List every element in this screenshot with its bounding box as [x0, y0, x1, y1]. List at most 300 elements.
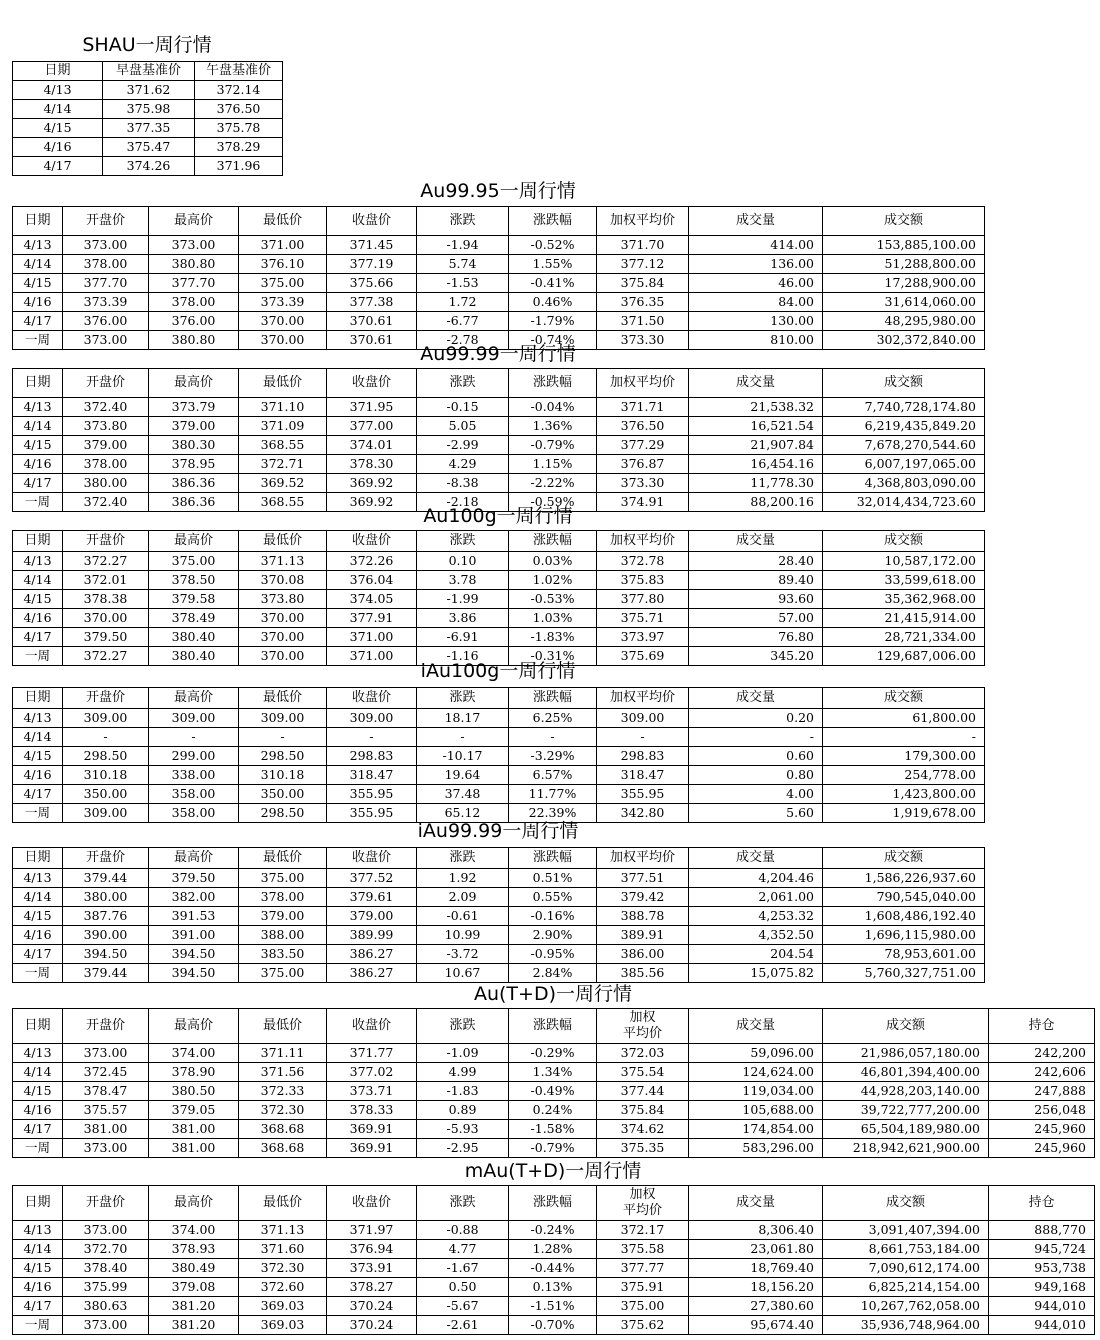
table-cell: 4.29	[417, 455, 509, 474]
table-row	[13, 945, 985, 964]
table-cell: 57.00	[689, 609, 823, 628]
table-cell: 23,061.80	[689, 1240, 823, 1259]
table-cell: 370.61	[327, 331, 417, 350]
table-cell: 11.77%	[509, 785, 597, 804]
table-cell: 379.44	[63, 964, 149, 983]
table-cell: 65,504,189,980.00	[823, 1120, 989, 1139]
table-cell: 119,034.00	[689, 1082, 823, 1101]
table-cell: 338.00	[149, 766, 239, 785]
table-cell: 48,295,980.00	[823, 312, 985, 331]
table-cell: 1.28%	[509, 1240, 597, 1259]
table-cell: 373.97	[597, 628, 689, 647]
column-header: 最高价	[149, 1009, 239, 1044]
table-cell: 810.00	[689, 331, 823, 350]
table-cell: 1.36%	[509, 417, 597, 436]
table-cell: 371.60	[239, 1240, 327, 1259]
table-cell: 3.78	[417, 571, 509, 590]
table-cell: 375.47	[103, 138, 195, 157]
table-cell: 370.00	[239, 628, 327, 647]
table-cell: 376.00	[149, 312, 239, 331]
table-cell: 16,454.16	[689, 455, 823, 474]
table-cell: 65.12	[417, 804, 509, 823]
table-cell: -0.15	[417, 398, 509, 417]
table-cell: 388.00	[239, 926, 327, 945]
table-cell: 382.00	[149, 888, 239, 907]
table-row	[13, 119, 283, 138]
column-header: 成交量	[689, 848, 823, 869]
table-cell: 一周	[13, 804, 63, 823]
au9999-title: Au99.99一周行情	[420, 343, 576, 365]
table-cell: 391.53	[149, 907, 239, 926]
table-cell: 0.20	[689, 709, 823, 728]
table-cell: 342.80	[597, 804, 689, 823]
table-cell: 373.80	[63, 417, 149, 436]
table-cell: -0.44%	[509, 1259, 597, 1278]
table-cell: 379.08	[149, 1278, 239, 1297]
table-cell: 371.71	[597, 398, 689, 417]
table-cell: -3.72	[417, 945, 509, 964]
table-cell: 4/14	[13, 571, 63, 590]
table-cell: 389.91	[597, 926, 689, 945]
table-cell: 370.08	[239, 571, 327, 590]
table-cell: 4/16	[13, 1101, 63, 1120]
table-cell: 378.00	[63, 455, 149, 474]
table-cell: 46,801,394,400.00	[823, 1063, 989, 1082]
table-cell: 2.90%	[509, 926, 597, 945]
table-cell: 380.00	[63, 888, 149, 907]
table-cell: 5.05	[417, 417, 509, 436]
table-cell: 373.80	[239, 590, 327, 609]
table-cell: 378.47	[63, 1082, 149, 1101]
table-cell: 375.91	[597, 1278, 689, 1297]
table-cell: 一周	[13, 647, 63, 666]
column-header: 收盘价	[327, 207, 417, 236]
table-cell: 377.38	[327, 293, 417, 312]
table-cell: 309.00	[63, 804, 149, 823]
table-cell: 370.24	[327, 1316, 417, 1335]
table-cell: -0.61	[417, 907, 509, 926]
iau9999-table	[12, 847, 985, 983]
table-row	[13, 709, 985, 728]
table-cell: 371.70	[597, 236, 689, 255]
table-cell: -2.95	[417, 1139, 509, 1158]
table-cell: 378.30	[327, 455, 417, 474]
table-cell: 381.00	[149, 1120, 239, 1139]
table-cell: 374.05	[327, 590, 417, 609]
table-row	[13, 474, 985, 493]
table-cell: 21,907.84	[689, 436, 823, 455]
table-cell: 377.29	[597, 436, 689, 455]
table-row	[13, 1063, 1095, 1082]
table-cell: 372.40	[63, 398, 149, 417]
table-cell: 370.00	[239, 647, 327, 666]
table-cell: 379.44	[63, 869, 149, 888]
table-row	[13, 766, 985, 785]
table-cell: 888,770	[989, 1221, 1095, 1240]
table-row	[13, 398, 985, 417]
table-cell: 375.00	[239, 964, 327, 983]
table-cell: 375.66	[327, 274, 417, 293]
table-cell: 376.94	[327, 1240, 417, 1259]
table-cell: 5,760,327,751.00	[823, 964, 985, 983]
table-cell: 6,825,214,154.00	[823, 1278, 989, 1297]
table-cell: -1.83	[417, 1082, 509, 1101]
table-cell: 380.63	[63, 1297, 149, 1316]
table-cell: -0.04%	[509, 398, 597, 417]
table-cell: 378.38	[63, 590, 149, 609]
table-cell: 21,986,057,180.00	[823, 1044, 989, 1063]
column-header: 涨跌	[417, 1009, 509, 1044]
table-cell: -2.61	[417, 1316, 509, 1335]
table-cell: -0.49%	[509, 1082, 597, 1101]
table-cell: 379.61	[327, 888, 417, 907]
table-cell: 371.09	[239, 417, 327, 436]
table-cell: 318.47	[327, 766, 417, 785]
table-row	[13, 255, 985, 274]
table-cell: 378.93	[149, 1240, 239, 1259]
header-row	[13, 1186, 1095, 1221]
table-cell: -	[509, 728, 597, 747]
column-header: 最高价	[149, 369, 239, 398]
table-cell: 28.40	[689, 552, 823, 571]
table-cell: 375.00	[149, 552, 239, 571]
table-cell: -	[239, 728, 327, 747]
table-cell: 245,960	[989, 1120, 1095, 1139]
table-cell: -0.70%	[509, 1316, 597, 1335]
table-cell: 379.50	[149, 869, 239, 888]
table-cell: 3,091,407,394.00	[823, 1221, 989, 1240]
table-cell: -0.79%	[509, 436, 597, 455]
table-row	[13, 590, 985, 609]
table-cell: 46.00	[689, 274, 823, 293]
table-cell: 44,928,203,140.00	[823, 1082, 989, 1101]
table-cell: 394.50	[63, 945, 149, 964]
table-cell: 376.50	[195, 100, 283, 119]
column-header: 成交量	[689, 1186, 823, 1221]
table-cell: 378.40	[63, 1259, 149, 1278]
table-cell: 1.72	[417, 293, 509, 312]
table-cell: 4/15	[13, 119, 103, 138]
column-header: 成交量	[689, 207, 823, 236]
table-cell: 378.90	[149, 1063, 239, 1082]
column-header: 日期	[13, 1009, 63, 1044]
table-row	[13, 1297, 1095, 1316]
table-cell: 369.92	[327, 474, 417, 493]
table-cell: 4/14	[13, 1063, 63, 1082]
table-row	[13, 293, 985, 312]
table-cell: 371.95	[327, 398, 417, 417]
table-row	[13, 436, 985, 455]
table-row	[13, 236, 985, 255]
table-cell: 371.97	[327, 1221, 417, 1240]
table-cell: -6.91	[417, 628, 509, 647]
column-header: 日期	[13, 531, 63, 552]
table-cell: 380.30	[149, 436, 239, 455]
column-header: 持仓	[989, 1009, 1095, 1044]
table-cell: -0.29%	[509, 1044, 597, 1063]
table-cell: 299.00	[149, 747, 239, 766]
table-cell: 373.00	[63, 1221, 149, 1240]
table-cell: 949,168	[989, 1278, 1095, 1297]
table-cell: 378.00	[63, 255, 149, 274]
shau-title: SHAU一周行情	[82, 34, 212, 56]
table-cell: 130.00	[689, 312, 823, 331]
table-cell: 379.00	[63, 436, 149, 455]
column-header: 最低价	[239, 1186, 327, 1221]
table-cell: 944,010	[989, 1316, 1095, 1335]
column-header: 持仓	[989, 1186, 1095, 1221]
table-cell: -10.17	[417, 747, 509, 766]
table-cell: 379.00	[327, 907, 417, 926]
table-cell: 372.78	[597, 552, 689, 571]
table-cell: 375.58	[597, 1240, 689, 1259]
table-cell: -	[417, 728, 509, 747]
column-header: 最低价	[239, 1009, 327, 1044]
table-cell: 2,061.00	[689, 888, 823, 907]
table-cell: 381.20	[149, 1297, 239, 1316]
table-cell: 381.00	[149, 1139, 239, 1158]
column-header: 日期	[13, 369, 63, 398]
table-cell: -0.16%	[509, 907, 597, 926]
header-row	[13, 207, 985, 236]
table-row	[13, 888, 985, 907]
table-row	[13, 100, 283, 119]
table-cell: 4/16	[13, 766, 63, 785]
table-cell: 371.77	[327, 1044, 417, 1063]
table-cell: -1.79%	[509, 312, 597, 331]
table-cell: 368.68	[239, 1120, 327, 1139]
table-cell: 372.40	[63, 493, 149, 512]
table-cell: 247,888	[989, 1082, 1095, 1101]
table-cell: -0.59%	[509, 493, 597, 512]
table-cell: 372.14	[195, 81, 283, 100]
table-cell: 373.39	[63, 293, 149, 312]
table-cell: 371.96	[195, 157, 283, 176]
table-cell: 414.00	[689, 236, 823, 255]
column-header: 收盘价	[327, 1186, 417, 1221]
table-cell: 8,661,753,184.00	[823, 1240, 989, 1259]
table-cell: 4.99	[417, 1063, 509, 1082]
column-header: 日期	[13, 1186, 63, 1221]
table-cell: 373.30	[597, 474, 689, 493]
column-header: 成交量	[689, 531, 823, 552]
column-header: 最高价	[149, 207, 239, 236]
table-cell: 371.13	[239, 552, 327, 571]
table-cell: 377.70	[63, 274, 149, 293]
table-cell: 302,372,840.00	[823, 331, 985, 350]
table-cell: 4/15	[13, 590, 63, 609]
table-cell: 372.45	[63, 1063, 149, 1082]
table-cell: 375.00	[239, 274, 327, 293]
table-cell: -0.79%	[509, 1139, 597, 1158]
table-cell: 4/13	[13, 236, 63, 255]
column-header: 涨跌	[417, 531, 509, 552]
table-cell: 373.30	[597, 331, 689, 350]
table-cell: 18.17	[417, 709, 509, 728]
table-cell: 373.00	[63, 331, 149, 350]
column-header: 涨跌	[417, 1186, 509, 1221]
table-cell: 16,521.54	[689, 417, 823, 436]
table-cell: 19.64	[417, 766, 509, 785]
column-header: 涨跌幅	[509, 688, 597, 709]
table-cell: 4.77	[417, 1240, 509, 1259]
table-cell: 381.00	[63, 1120, 149, 1139]
table-cell: -2.78	[417, 331, 509, 350]
table-cell: 380.00	[63, 474, 149, 493]
table-cell: 0.24%	[509, 1101, 597, 1120]
table-cell: 373.00	[63, 1139, 149, 1158]
table-row	[13, 1082, 1095, 1101]
column-header: 涨跌幅	[509, 531, 597, 552]
table-cell: 377.35	[103, 119, 195, 138]
table-cell: 0.60	[689, 747, 823, 766]
table-cell: 37.48	[417, 785, 509, 804]
table-cell: 21,415,914.00	[823, 609, 985, 628]
table-cell: 33,599,618.00	[823, 571, 985, 590]
table-cell: 374.26	[103, 157, 195, 176]
table-cell: -6.77	[417, 312, 509, 331]
table-cell: 18,156.20	[689, 1278, 823, 1297]
table-cell: 374.91	[597, 493, 689, 512]
column-header: 午盘基准价	[195, 62, 283, 81]
column-header: 日期	[13, 62, 103, 81]
table-cell: 373.71	[327, 1082, 417, 1101]
column-header: 收盘价	[327, 848, 417, 869]
au100g-title: Au100g一周行情	[423, 505, 573, 527]
column-header: 最低价	[239, 369, 327, 398]
table-cell: 10,587,172.00	[823, 552, 985, 571]
table-cell: 374.01	[327, 436, 417, 455]
table-cell: -2.22%	[509, 474, 597, 493]
table-cell: -0.31%	[509, 647, 597, 666]
table-cell: 373.00	[149, 236, 239, 255]
table-cell: 391.00	[149, 926, 239, 945]
table-cell: -1.58%	[509, 1120, 597, 1139]
header-row	[13, 1009, 1095, 1044]
table-cell: 2.09	[417, 888, 509, 907]
table-cell: 379.58	[149, 590, 239, 609]
autd-table	[12, 1008, 1095, 1158]
table-cell: 378.50	[149, 571, 239, 590]
table-cell: 378.00	[239, 888, 327, 907]
table-cell: 371.56	[239, 1063, 327, 1082]
table-cell: 298.83	[597, 747, 689, 766]
table-cell: 3.86	[417, 609, 509, 628]
table-cell: 378.49	[149, 609, 239, 628]
table-cell: 78,953,601.00	[823, 945, 985, 964]
table-row	[13, 907, 985, 926]
table-cell: 298.50	[239, 747, 327, 766]
table-cell: 368.55	[239, 436, 327, 455]
table-cell: 381.20	[149, 1316, 239, 1335]
table-cell: 377.19	[327, 255, 417, 274]
table-cell: 371.13	[239, 1221, 327, 1240]
iau100g-title: iAu100g一周行情	[420, 660, 576, 682]
table-cell: 61,800.00	[823, 709, 985, 728]
table-cell: 174,854.00	[689, 1120, 823, 1139]
table-cell: 35,936,748,964.00	[823, 1316, 989, 1335]
table-cell: 0.03%	[509, 552, 597, 571]
table-cell: 377.70	[149, 274, 239, 293]
header-row	[13, 369, 985, 398]
table-cell: 380.40	[149, 628, 239, 647]
table-cell: 254,778.00	[823, 766, 985, 785]
table-cell: 371.62	[103, 81, 195, 100]
table-cell: 373.00	[63, 1316, 149, 1335]
table-cell: 372.03	[597, 1044, 689, 1063]
table-cell: 8,306.40	[689, 1221, 823, 1240]
table-cell: 583,296.00	[689, 1139, 823, 1158]
table-cell: 375.71	[597, 609, 689, 628]
table-cell: 1.15%	[509, 455, 597, 474]
table-cell: 377.80	[597, 590, 689, 609]
table-row	[13, 628, 985, 647]
column-header: 最高价	[149, 688, 239, 709]
table-cell: -1.16	[417, 647, 509, 666]
column-header: 开盘价	[63, 207, 149, 236]
table-cell: 1.03%	[509, 609, 597, 628]
table-cell: 4/13	[13, 869, 63, 888]
column-header: 成交额	[823, 531, 985, 552]
table-cell: 379.00	[239, 907, 327, 926]
table-cell: 374.00	[149, 1044, 239, 1063]
table-cell: 380.50	[149, 1082, 239, 1101]
table-cell: 380.49	[149, 1259, 239, 1278]
table-cell: -2.99	[417, 436, 509, 455]
table-cell: 370.24	[327, 1297, 417, 1316]
table-cell: 1.34%	[509, 1063, 597, 1082]
table-row	[13, 1278, 1095, 1297]
table-cell: -	[149, 728, 239, 747]
table-cell: 4/17	[13, 1297, 63, 1316]
table-cell: 18,769.40	[689, 1259, 823, 1278]
table-cell: 10,267,762,058.00	[823, 1297, 989, 1316]
table-cell: 4/17	[13, 628, 63, 647]
table-cell: 379.42	[597, 888, 689, 907]
table-cell: 389.99	[327, 926, 417, 945]
table-row	[13, 1316, 1095, 1335]
table-cell: 10.99	[417, 926, 509, 945]
column-header: 日期	[13, 848, 63, 869]
table-cell: 10.67	[417, 964, 509, 983]
iau100g-table	[12, 687, 985, 823]
table-cell: 一周	[13, 1316, 63, 1335]
column-header: 涨跌幅	[509, 1009, 597, 1044]
table-cell: 309.00	[597, 709, 689, 728]
table-cell: 355.95	[327, 785, 417, 804]
table-cell: 32,014,434,723.60	[823, 493, 985, 512]
table-cell: 378.27	[327, 1278, 417, 1297]
table-cell: 378.33	[327, 1101, 417, 1120]
table-cell: 4,368,803,090.00	[823, 474, 985, 493]
table-cell: -	[597, 728, 689, 747]
mautd-table	[12, 1185, 1095, 1335]
table-cell: 4/14	[13, 100, 103, 119]
table-cell: 一周	[13, 331, 63, 350]
table-cell: 0.13%	[509, 1278, 597, 1297]
table-cell: 394.50	[149, 964, 239, 983]
table-cell: 204.54	[689, 945, 823, 964]
table-cell: 4/15	[13, 1259, 63, 1278]
table-cell: 377.44	[597, 1082, 689, 1101]
table-cell: 378.29	[195, 138, 283, 157]
table-cell: -0.95%	[509, 945, 597, 964]
table-cell: 4,204.46	[689, 869, 823, 888]
table-cell: 386.27	[327, 945, 417, 964]
table-cell: 0.80	[689, 766, 823, 785]
table-cell: -	[327, 728, 417, 747]
table-cell: 372.33	[239, 1082, 327, 1101]
